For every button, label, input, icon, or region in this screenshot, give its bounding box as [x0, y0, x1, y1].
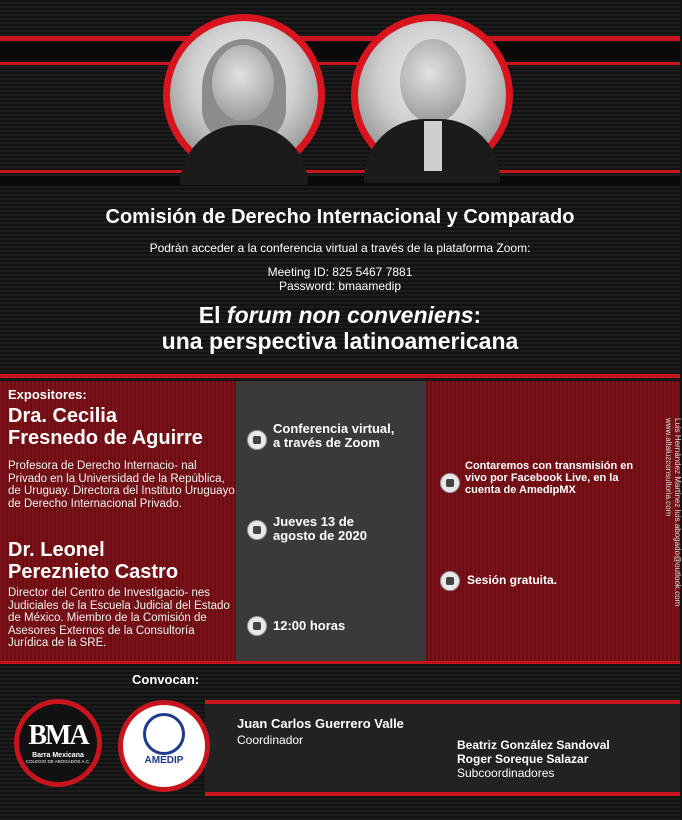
time-text: 12:00 horas: [273, 618, 346, 633]
clock-icon: [247, 616, 267, 636]
calendar-icon: [247, 520, 267, 540]
bma-logo-sub: COLEGIO DE ABOGADOS A.C.: [25, 759, 91, 764]
bma-logo-mark: BMA: [28, 720, 88, 751]
mid-red-stripe: [0, 170, 680, 173]
facebook-live-icon: [440, 473, 460, 493]
credit-vertical: Luis Hernández Martínez luis.abogado@outlook.com www.altaluzconsultoria.com: [664, 418, 682, 607]
event-title-prefix: El: [198, 302, 227, 328]
event-title-italic: forum non conveniens: [226, 302, 474, 328]
format-text: Conferencia virtual, a través de Zoom: [273, 421, 395, 450]
amedip-logo: [118, 700, 210, 792]
amedip-emblem-icon: [143, 713, 185, 755]
amedip-logo-name: AMEDIP: [144, 755, 184, 766]
mid-dark-stripe: [0, 176, 680, 186]
subcoordinator-2: Roger Soreque Salazar: [457, 752, 589, 766]
subcoordinator-1: Beatriz González Sandoval: [457, 738, 610, 752]
speaker-photo-leonel: [351, 14, 513, 176]
bma-logo-name: Barra Mexicana: [32, 752, 84, 759]
stream-text: Contaremos con transmisión en vivo por Facebook Live, en la cuenta de AmedipMX: [465, 460, 634, 496]
video-conference-icon: [247, 430, 267, 450]
convocan-label: Convocan:: [132, 672, 200, 687]
speaker-photo-cecilia: [163, 14, 325, 176]
bma-logo: [14, 699, 102, 787]
coordinator-name: Juan Carlos Guerrero Valle: [237, 716, 404, 731]
band-top-stripe: [205, 700, 680, 704]
subcoordinator-role: Subcoordinadores: [457, 766, 555, 780]
speakers-label: Expositores:: [8, 387, 87, 402]
commission-title: Comisión de Derecho Internacional y Comparado: [105, 206, 575, 228]
ticket-icon: [440, 571, 460, 591]
panel-bottom-stripe: [0, 661, 680, 664]
event-subtitle: una perspectiva latinoamericana: [161, 328, 519, 354]
band-bottom-stripe: [205, 792, 680, 796]
free-session-text: Sesión gratuita.: [467, 573, 558, 587]
top-red-stripe: [0, 36, 680, 41]
speaker-1-bio: Profesora de Derecho Internacio- nal Privado en la Universidad de la República, de Uruguay. Directora del Instituto Uruguayo de Derecho Internacional Privado.: [8, 460, 235, 510]
speaker-1-name: Dra. Cecilia Fresnedo de Aguirre: [8, 405, 203, 449]
panel-top-stripe: [0, 374, 680, 378]
date-text: Jueves 13 de agosto de 2020: [273, 514, 367, 543]
event-title: [0, 302, 680, 354]
meeting-id: Meeting ID: 825 5467 7881: [267, 265, 413, 279]
event-title-colon: :: [473, 302, 482, 328]
password: Password: bmaamedip: [278, 279, 402, 293]
speaker-2-name: Dr. Leonel Pereznieto Castro: [8, 539, 179, 583]
top-dark-stripe: [0, 42, 680, 60]
coordinator-role: Coordinador: [237, 733, 304, 747]
top-red-stripe-thin: [0, 62, 680, 65]
access-note: Podrán acceder a la conferencia virtual a través de la plataforma Zoom:: [149, 241, 531, 255]
speaker-2-bio: Director del Centro de Investigacio- nes Judiciales de la Escuela Judicial del Estado de México. Miembro de la Comisión de Asesores Externos de la Consultoría Jurídica de la SRE.: [8, 587, 230, 649]
